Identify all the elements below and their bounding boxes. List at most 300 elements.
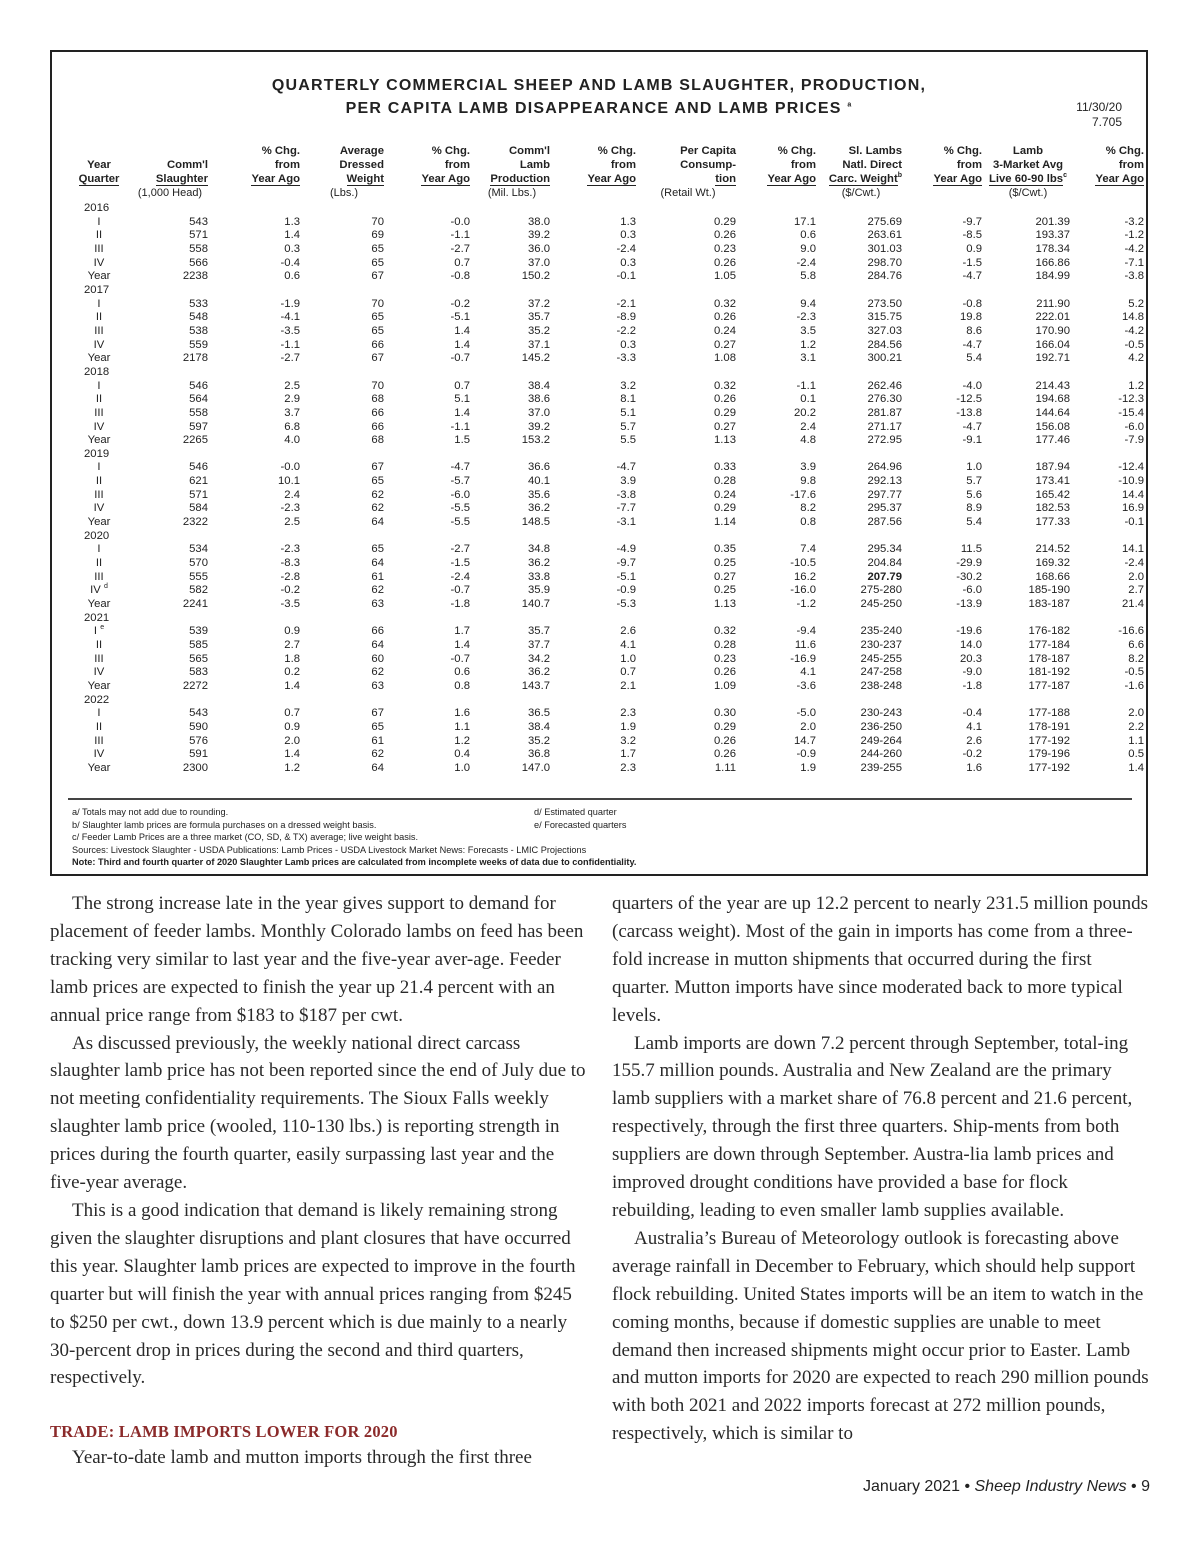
- table-cell: 583: [189, 666, 208, 679]
- table-cell: 1.4: [284, 679, 300, 692]
- table-cell: 1.0: [454, 761, 470, 774]
- table-cell: 40.1: [528, 475, 550, 488]
- table-cell: -0.9: [616, 584, 636, 597]
- table-cell: 2.6: [966, 734, 982, 747]
- table-cell: 185-190: [1028, 584, 1070, 597]
- table-cell: -4.7: [450, 461, 470, 474]
- table-cell: -2.4: [616, 242, 636, 255]
- table-cell: 2.4: [284, 488, 300, 501]
- table-cell: 301.03: [867, 242, 902, 255]
- table-cell: 145.2: [521, 352, 550, 365]
- footnote-sources: Sources: Livestock Slaughter - USDA Publications: Lamb Prices - USDA Livestock Market News: Forecasts - LMIC Projections: [72, 844, 587, 855]
- table-row: [68, 243, 1146, 257]
- table-cell: 64: [371, 639, 384, 651]
- table-cell: 2.5: [284, 379, 300, 392]
- quarter-cell: Year: [87, 761, 111, 774]
- paragraph: quarters of the year are up 12.2 percent to nearly 231.5 million pounds (carcass weight). Most of the gain in imports has come from a three-fold increase in mutton shipments that occurred during the first quarter. Mutton imports have since moderated back to more typical levels.: [612, 893, 1149, 1026]
- quarter-cell: II: [95, 557, 103, 570]
- table-cell: -8.9: [616, 311, 636, 324]
- quarter-cell: II: [95, 639, 103, 651]
- footnote-a: a/ Totals may not add due to rounding.: [72, 807, 229, 817]
- table-cell: 284.56: [867, 338, 902, 351]
- footnote-b: b/ Slaughter lamb prices are formula purchases on a dressed weight basis.: [72, 819, 377, 830]
- table-cell: 1.2: [1128, 379, 1144, 392]
- table-cell: 0.9: [284, 625, 300, 638]
- table-cell: 1.13: [714, 598, 736, 611]
- table-cell: 0.6: [454, 666, 470, 679]
- table-cell: 8.9: [966, 502, 982, 515]
- quarter-cell: III: [94, 242, 104, 255]
- quarter-cell: Year: [87, 434, 111, 447]
- table-cell: 621: [189, 475, 208, 488]
- table-cell: 546: [189, 379, 208, 392]
- table-cell: 571: [189, 229, 208, 242]
- quarter-cell: II: [95, 720, 103, 733]
- table-cell: -1.8: [450, 598, 470, 611]
- quarter-cell: II: [95, 393, 103, 406]
- table-cell: 0.5: [1128, 748, 1144, 761]
- table-cell: 211.90: [1036, 297, 1070, 310]
- table-cell: 14.7: [794, 734, 816, 747]
- table-cell: -9.4: [796, 625, 816, 638]
- table-cell: 14.0: [960, 639, 982, 651]
- table-cell: 276.30: [867, 393, 902, 406]
- table-cell: 543: [189, 215, 208, 228]
- table-cell: 558: [189, 406, 208, 419]
- quarter-cell: IV: [93, 420, 105, 433]
- table-cell: -0.8: [962, 297, 982, 310]
- table-cell: -2.4: [796, 256, 816, 269]
- table-cell: -0.0: [280, 461, 300, 474]
- table-row: [68, 625, 1146, 639]
- table-cell: 1.4: [1128, 761, 1144, 774]
- table-cell: 63: [371, 598, 384, 611]
- table-cell: 39.2: [528, 229, 550, 242]
- year-group-row: [68, 612, 1146, 626]
- table-cell: -19.6: [956, 625, 982, 638]
- table-cell: 178-187: [1028, 652, 1070, 665]
- footnotes-right: [534, 806, 626, 831]
- table-cell: 585: [189, 639, 208, 651]
- quarter-cell: Year: [87, 598, 111, 611]
- year-group-row: [68, 530, 1146, 544]
- table-cell: 0.3: [620, 338, 636, 351]
- table-footnotes: [72, 806, 1132, 869]
- table-cell: 0.25: [714, 584, 736, 597]
- table-cell: 67: [371, 461, 384, 474]
- table-cell: 0.26: [714, 393, 736, 406]
- table-row: [68, 216, 1146, 230]
- table-cell: 2.1: [620, 679, 636, 692]
- table-cell: 39.2: [528, 420, 550, 433]
- year-group-row: [68, 366, 1146, 380]
- table-cell: -0.8: [450, 270, 470, 283]
- table-cell: 5.4: [966, 352, 982, 365]
- table-row: [68, 557, 1146, 571]
- year-label: 2022: [84, 693, 110, 706]
- table-cell: 2178: [182, 352, 208, 365]
- table-cell: -1.2: [796, 598, 816, 611]
- quarter-cell: III: [94, 488, 104, 501]
- table-cell: 5.4: [966, 516, 982, 529]
- table-cell: 5.6: [966, 488, 982, 501]
- table-cell: 67: [371, 707, 384, 720]
- table-cell: 1.4: [454, 338, 470, 351]
- table-cell: -13.9: [956, 598, 982, 611]
- table-cell: -5.1: [450, 311, 470, 324]
- table-cell: 176-182: [1028, 625, 1070, 638]
- table-cell: 10.1: [278, 475, 300, 488]
- table-cell: 262.46: [867, 379, 902, 392]
- table-cell: 66: [371, 338, 384, 351]
- table-cell: -1.1: [450, 420, 470, 433]
- table-cell: 1.7: [620, 748, 636, 761]
- quarter-cell: Year: [87, 270, 111, 283]
- table-cell: 168.66: [1035, 570, 1070, 583]
- table-cell: 0.3: [620, 229, 636, 242]
- table-cell: 2265: [182, 434, 208, 447]
- quarter-cell: IV: [93, 502, 105, 515]
- table-cell: 8.1: [620, 393, 636, 406]
- table-body: [68, 202, 1146, 776]
- quarter-cell: I: [97, 543, 101, 556]
- table-cell: 181-192: [1028, 666, 1070, 679]
- table-cell: 65: [371, 720, 384, 733]
- table-cell: 177-187: [1028, 679, 1070, 692]
- table-cell: 14.4: [1122, 488, 1144, 501]
- table-cell: 0.8: [800, 516, 816, 529]
- table-cell: 17.1: [794, 215, 816, 228]
- table-cell: 0.26: [714, 734, 736, 747]
- table-cell: 66: [371, 420, 384, 433]
- table-cell: -0.7: [450, 652, 470, 665]
- table-cell: 0.26: [714, 229, 736, 242]
- table-cell: 245-255: [860, 652, 902, 665]
- table-cell: 533: [189, 297, 208, 310]
- quarter-cell: IV: [93, 338, 105, 351]
- table-cell: -1.9: [280, 297, 300, 310]
- table-cell: -10.5: [790, 557, 816, 570]
- table-cell: 177-184: [1028, 639, 1070, 651]
- quarter-cell: I: [97, 297, 101, 310]
- table-cell: 60: [371, 652, 384, 665]
- table-cell: 327.03: [867, 324, 902, 337]
- quarter-cell: III: [94, 324, 104, 337]
- table-bottom-rule: [68, 798, 1132, 800]
- quarter-cell: Year: [87, 516, 111, 529]
- table-cell: 300.21: [867, 352, 902, 365]
- table-row: [68, 543, 1146, 557]
- table-cell: 70: [371, 297, 384, 310]
- table-cell: 69: [371, 229, 384, 242]
- footer-date: January 2021: [863, 1478, 960, 1495]
- table-cell: 1.4: [454, 639, 470, 651]
- table-cell: 0.6: [284, 270, 300, 283]
- table-cell: 16.9: [1122, 502, 1144, 515]
- year-group-row: [68, 284, 1146, 298]
- paragraph: Year-to-date lamb and mutton imports through the first three: [72, 1447, 532, 1469]
- header-row-1: % Chg. Average % Chg. Comm'l % Chg. Per Capita % Chg. Sl. Lambs % Chg. Lamb % Chg.: [261, 145, 1144, 157]
- table-cell: 35.2: [528, 324, 550, 337]
- table-cell: -7.9: [1124, 434, 1144, 447]
- footnote-e: e/ Forecasted quarters: [534, 819, 627, 830]
- table-cell: 6.6: [1128, 639, 1144, 651]
- table-cell: 582: [189, 584, 208, 597]
- footer-publication: Sheep Industry News: [974, 1478, 1127, 1495]
- table-row: [68, 571, 1146, 585]
- table-date-value: 11/30/20: [1076, 100, 1122, 114]
- table-cell: 166.04: [1035, 338, 1070, 351]
- table-cell: 204.84: [867, 557, 902, 570]
- table-cell: -6.0: [1124, 420, 1144, 433]
- table-cell: 38.4: [528, 379, 550, 392]
- table-cell: 0.8: [454, 679, 470, 692]
- table-cell: 0.26: [714, 311, 736, 324]
- table-cell: -2.2: [616, 324, 636, 337]
- table-cell: 0.28: [714, 475, 736, 488]
- table-cell: 37.0: [528, 256, 550, 269]
- table-cell: 295.37: [867, 502, 902, 515]
- table-cell: 1.08: [714, 352, 736, 365]
- table-cell: 2.0: [1128, 707, 1144, 720]
- table-cell: 230-237: [860, 639, 902, 651]
- table-cell: 147.0: [521, 761, 550, 774]
- footnote-note: Note: Third and fourth quarter of 2020 Slaughter Lamb prices are calculated from incomplete weeks of data due to confidentiality.: [72, 857, 637, 867]
- table-cell: 14.1: [1122, 543, 1144, 556]
- table-cell: 264.96: [867, 461, 902, 474]
- table-cell: 597: [189, 420, 208, 433]
- table-cell: 173.41: [1035, 475, 1070, 488]
- table-cell: 70: [371, 379, 384, 392]
- table-cell: 0.25: [714, 557, 736, 570]
- table-cell: 36.2: [528, 557, 550, 570]
- table-cell: 35.7: [528, 311, 550, 324]
- quarter-cell: I: [97, 707, 101, 720]
- table-row: [68, 598, 1146, 612]
- table-cell: -13.8: [956, 406, 982, 419]
- table-cell: -3.1: [616, 516, 636, 529]
- table-row: [68, 735, 1146, 749]
- table-row: [68, 584, 1146, 598]
- table-cell: -6.0: [450, 488, 470, 501]
- table-cell: 65: [371, 311, 384, 324]
- table-cell: 1.2: [800, 338, 816, 351]
- year-label: 2019: [84, 447, 110, 460]
- table-cell: -1.5: [962, 256, 982, 269]
- table-cell: 584: [189, 502, 208, 515]
- table-cell: 68: [371, 393, 384, 406]
- quarter-footnote-mark: d: [103, 583, 108, 591]
- table-cell: -16.6: [1118, 625, 1144, 638]
- quarter-cell: I: [97, 379, 101, 392]
- table-cell: 179-196: [1028, 748, 1070, 761]
- table-cell: 4.1: [800, 666, 816, 679]
- table-cell: 192.71: [1035, 352, 1070, 365]
- table-row: [68, 393, 1146, 407]
- table-cell: 2.0: [284, 734, 300, 747]
- table-cell: -12.4: [1118, 461, 1144, 474]
- table-cell: -5.5: [450, 502, 470, 515]
- table-cell: 263.61: [867, 229, 902, 242]
- table-cell: 273.50: [867, 297, 902, 310]
- table-cell: 0.27: [714, 338, 736, 351]
- table-cell: 235-240: [860, 625, 902, 638]
- table-cell: 543: [189, 707, 208, 720]
- table-cell: -3.6: [796, 679, 816, 692]
- table-cell: -4.7: [616, 461, 636, 474]
- quarter-cell: II: [95, 229, 103, 242]
- table-cell: 177.33: [1035, 516, 1070, 529]
- table-cell: -1.8: [962, 679, 982, 692]
- table-cell: 170.90: [1035, 324, 1070, 337]
- table-cell: 62: [371, 502, 384, 515]
- table-cell: 36.5: [528, 707, 550, 720]
- table-cell: 539: [189, 625, 208, 638]
- table-cell: 3.9: [800, 461, 816, 474]
- table-cell: 66: [371, 625, 384, 638]
- quarter-cell: IV $^d$: [90, 583, 108, 597]
- table-cell: 177-188: [1028, 707, 1070, 720]
- quarter-cell: IV: [93, 666, 105, 679]
- table-cell: -4.2: [1124, 242, 1144, 255]
- table-cell: 275.69: [867, 215, 902, 228]
- table-cell: -12.5: [956, 393, 982, 406]
- table-cell: 65: [371, 475, 384, 488]
- table-cell: 6.8: [284, 420, 300, 433]
- year-label: 2018: [84, 365, 110, 378]
- table-cell: -16.0: [790, 584, 816, 597]
- table-cell: 62: [371, 748, 384, 761]
- table-row: [68, 680, 1146, 694]
- table-cell: 230-243: [860, 707, 902, 720]
- table-cell: -0.2: [450, 297, 470, 310]
- table-cell: 201.39: [1035, 215, 1070, 228]
- table-cell: -1.2: [1124, 229, 1144, 242]
- article-right-column: [612, 890, 1152, 1448]
- table-cell: 1.9: [800, 761, 816, 774]
- table-cell: 150.2: [521, 270, 550, 283]
- table-cell: 3.7: [284, 406, 300, 419]
- footnote-d: d/ Estimated quarter: [534, 807, 617, 817]
- table-cell: 0.29: [714, 720, 736, 733]
- table-cell: -4.0: [962, 379, 982, 392]
- table-cell: -2.3: [280, 543, 300, 556]
- table-cell: 0.3: [284, 242, 300, 255]
- table-cell: 36.2: [528, 502, 550, 515]
- quarter-cell: I: [97, 461, 101, 474]
- quarter-cell: I $^e$: [93, 624, 105, 638]
- table-cell: 1.8: [284, 652, 300, 665]
- table-cell: 37.7: [528, 639, 550, 651]
- table-cell: -1.5: [450, 557, 470, 570]
- table-cell: 2241: [182, 598, 208, 611]
- table-cell: 315.75: [867, 311, 902, 324]
- year-label: 2016: [84, 202, 110, 214]
- table-cell: 292.13: [867, 475, 902, 488]
- table-cell: 65: [371, 543, 384, 556]
- table-cell: 0.29: [714, 502, 736, 515]
- table-cell: -3.5: [280, 598, 300, 611]
- table-cell: 7.4: [800, 543, 816, 556]
- table-cell: 16.2: [794, 570, 816, 583]
- table-cell: 3.9: [620, 475, 636, 488]
- table-cell: 2.7: [284, 639, 300, 651]
- table-cell: 0.9: [284, 720, 300, 733]
- table-cell: 4.1: [966, 720, 982, 733]
- quarter-cell: IV: [93, 256, 105, 269]
- table-cell: 1.4: [284, 748, 300, 761]
- units-row: (1,000 Head) (Lbs.) (Mil. Lbs.) (Retail Wt.) ($/Cwt.) ($/Cwt.): [137, 187, 1048, 199]
- table-cell: -4.9: [616, 543, 636, 556]
- table-cell: 1.11: [714, 761, 736, 774]
- table-cell: 11.6: [794, 639, 816, 651]
- table-cell: 66: [371, 406, 384, 419]
- table-cell: -0.7: [450, 584, 470, 597]
- table-cell: 564: [189, 393, 208, 406]
- table-cell: 0.27: [714, 570, 736, 583]
- table-cell: 3.5: [800, 324, 816, 337]
- table-cell: 1.0: [966, 461, 982, 474]
- table-row: [68, 229, 1146, 243]
- table-cell: 9.0: [800, 242, 816, 255]
- table-cell: -30.2: [956, 570, 982, 583]
- table-cell: 298.70: [867, 256, 902, 269]
- table-cell: 275-280: [860, 584, 902, 597]
- table-cell: -5.3: [616, 598, 636, 611]
- table-cell: 37.2: [528, 297, 550, 310]
- table-cell: 0.2: [284, 666, 300, 679]
- table-cell: 178-191: [1028, 720, 1070, 733]
- table-cell: 0.7: [454, 379, 470, 392]
- footnote-c: c/ Feeder Lamb Prices are a three market (CO, SD, & TX) average; live weight basis.: [72, 832, 419, 842]
- table-cell: 1.0: [620, 652, 636, 665]
- table-cell: 0.23: [714, 652, 736, 665]
- table-cell: 271.17: [867, 420, 902, 433]
- table-cell: -2.8: [280, 570, 300, 583]
- table-cell: 0.7: [284, 707, 300, 720]
- table-cell: 295.34: [867, 543, 902, 556]
- table-row: [68, 666, 1146, 680]
- table-cell: 239-255: [860, 761, 902, 774]
- quarter-cell: III: [94, 570, 104, 583]
- year-label: 2020: [84, 529, 110, 542]
- table-cell: 0.26: [714, 748, 736, 761]
- table-cell: 64: [371, 761, 384, 774]
- table-cell: 184.99: [1035, 270, 1070, 283]
- table-cell: 20.3: [960, 652, 982, 665]
- table-row: [68, 516, 1146, 530]
- table-cell: -2.3: [280, 502, 300, 515]
- table-cell: 1.1: [454, 720, 470, 733]
- year-label: 2017: [84, 283, 110, 296]
- table-cell: 0.7: [620, 666, 636, 679]
- table-cell: -7.1: [1124, 256, 1144, 269]
- table-cell: -0.2: [280, 584, 300, 597]
- table-cell: 1.4: [454, 406, 470, 419]
- table-cell: 5.1: [620, 406, 636, 419]
- table-cell: 64: [371, 516, 384, 529]
- table-cell: -4.7: [962, 270, 982, 283]
- table-cell: 0.35: [714, 543, 736, 556]
- table-cell: 4.8: [800, 434, 816, 447]
- header-row-3: Quarter Slaughter Year Ago Weight Year Ago Production Year Ago tion Year Ago Carc. Weight$^b$ Year Ago Live 60-90 lbs$^c$ Year Ago: [78, 172, 1144, 185]
- table-cell: 538: [189, 324, 208, 337]
- section-heading: TRADE: LAMB IMPORTS LOWER FOR 2020: [50, 1422, 398, 1442]
- table-cell: -6.0: [962, 584, 982, 597]
- table-cell: 2.7: [1128, 584, 1144, 597]
- table-cell: -0.0: [450, 215, 470, 228]
- slaughter-price-table: [68, 144, 1146, 776]
